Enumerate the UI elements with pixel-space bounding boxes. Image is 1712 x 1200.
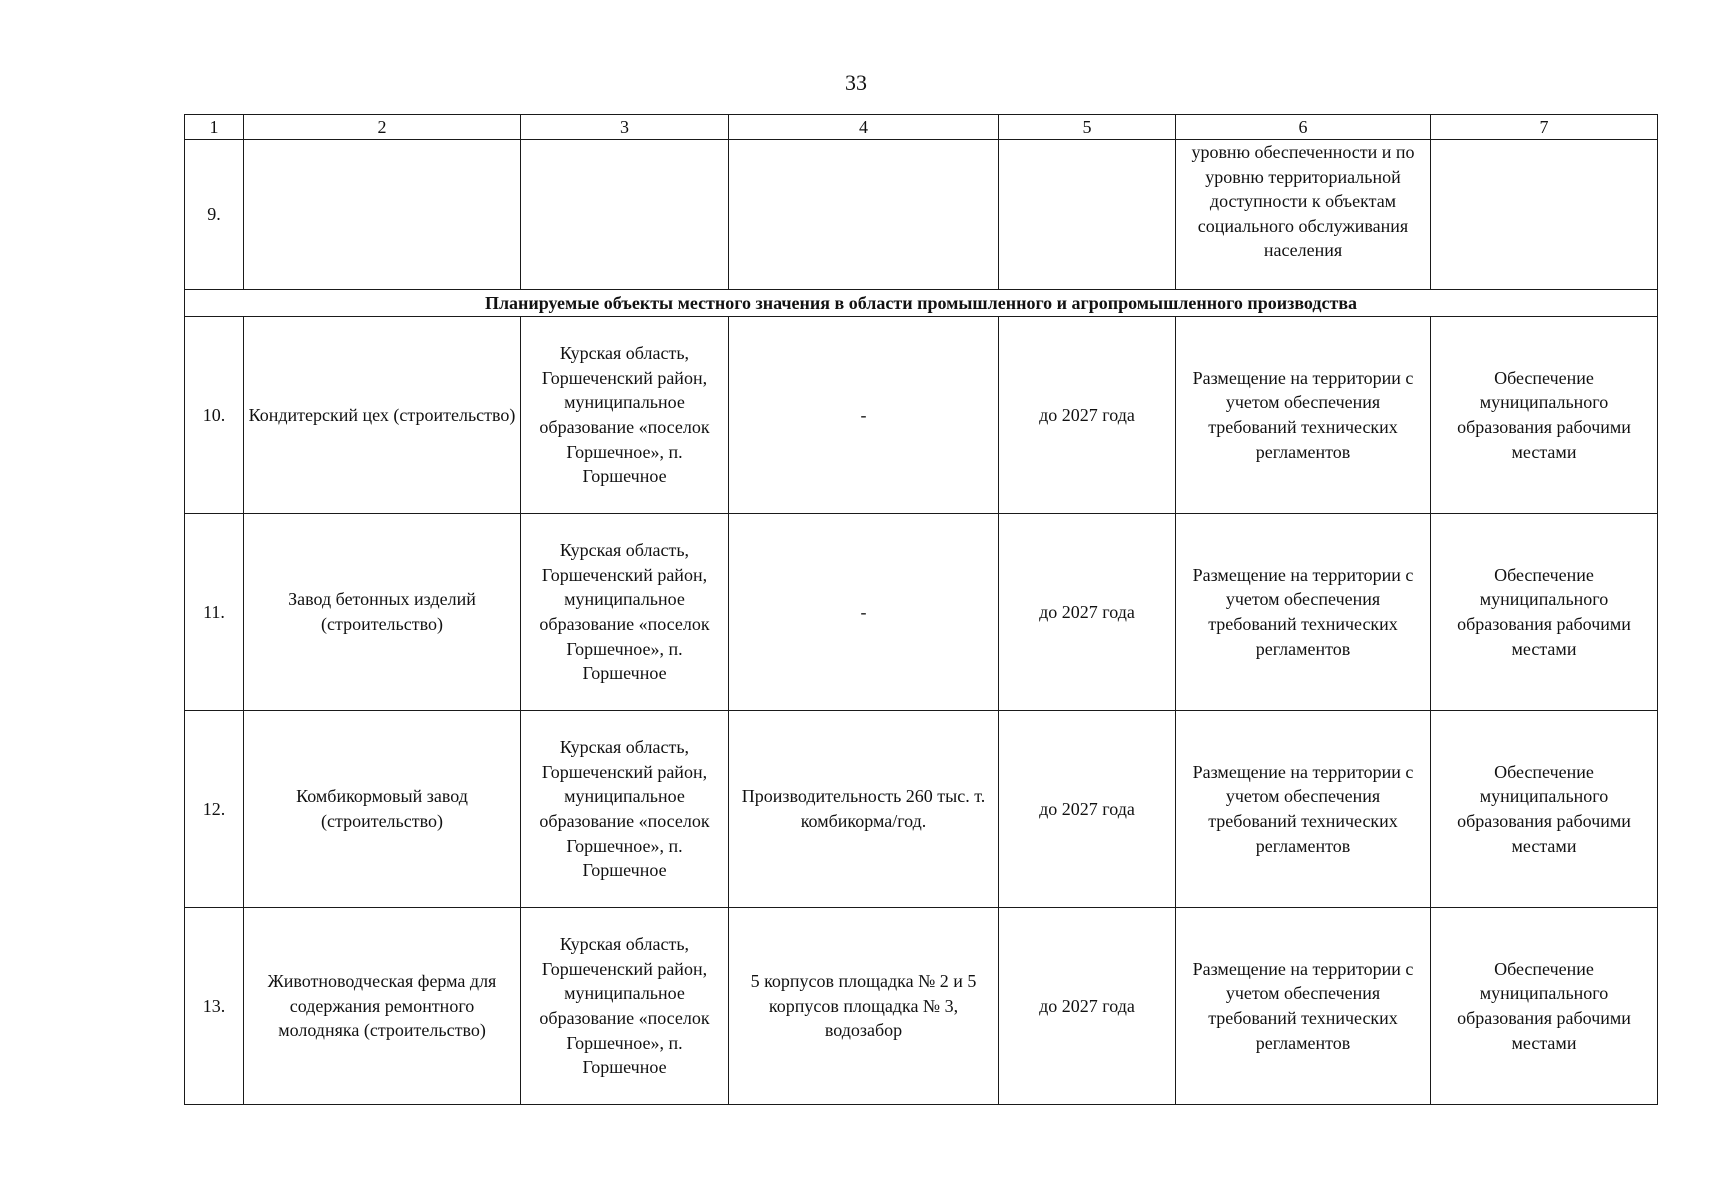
row-zones-cell: уровню обеспеченности и по уровню территориальной доступности к объектам социального обслуживания населения xyxy=(1176,140,1431,290)
column-number-3: 3 xyxy=(521,115,729,140)
page-number: 33 xyxy=(845,70,867,95)
object-location: Курская область, Горшеченский район, муниципальное образование «поселок Горшечное», п. Горшечное xyxy=(521,514,729,711)
object-purpose: Обеспечение муниципального образования рабочими местами xyxy=(1431,317,1658,514)
row-number: 12. xyxy=(185,711,244,908)
row-number: 11. xyxy=(185,514,244,711)
column-number-7: 7 xyxy=(1431,115,1658,140)
table-row xyxy=(185,514,1658,711)
object-characteristics: - xyxy=(729,514,999,711)
empty-cell xyxy=(729,140,999,290)
column-numbers-row xyxy=(185,115,1658,140)
object-characteristics: - xyxy=(729,317,999,514)
table-row xyxy=(185,711,1658,908)
object-zones: Размещение на территории с учетом обеспечения требований технических регламентов xyxy=(1176,317,1431,514)
column-number-5: 5 xyxy=(999,115,1176,140)
object-term: до 2027 года xyxy=(999,711,1176,908)
object-term: до 2027 года xyxy=(999,514,1176,711)
table-row xyxy=(185,140,1658,290)
column-number-1: 1 xyxy=(185,115,244,140)
object-purpose: Обеспечение муниципального образования рабочими местами xyxy=(1431,908,1658,1105)
object-location: Курская область, Горшеченский район, муниципальное образование «поселок Горшечное», п. Горшечное xyxy=(521,317,729,514)
column-number-6: 6 xyxy=(1176,115,1431,140)
section-title: Планируемые объекты местного значения в области промышленного и агропромышленного производства xyxy=(185,290,1658,317)
row-number: 9. xyxy=(185,140,244,290)
object-term: до 2027 года xyxy=(999,908,1176,1105)
section-heading-row xyxy=(185,290,1658,317)
object-name: Завод бетонных изделий (строительство) xyxy=(244,514,521,711)
object-location: Курская область, Горшеченский район, муниципальное образование «поселок Горшечное», п. Горшечное xyxy=(521,711,729,908)
object-name: Кондитерский цех (строительство) xyxy=(244,317,521,514)
row-number: 10. xyxy=(185,317,244,514)
empty-cell xyxy=(1431,140,1658,290)
column-number-4: 4 xyxy=(729,115,999,140)
table-row xyxy=(185,317,1658,514)
object-name: Комбикормовый завод (строительство) xyxy=(244,711,521,908)
empty-cell xyxy=(999,140,1176,290)
object-purpose: Обеспечение муниципального образования рабочими местами xyxy=(1431,711,1658,908)
object-zones: Размещение на территории с учетом обеспечения требований технических регламентов xyxy=(1176,514,1431,711)
object-location: Курская область, Горшеченский район, муниципальное образование «поселок Горшечное», п. Горшечное xyxy=(521,908,729,1105)
object-characteristics: Производительность 260 тыс. т. комбикорма/год. xyxy=(729,711,999,908)
row-number: 13. xyxy=(185,908,244,1105)
object-zones: Размещение на территории с учетом обеспечения требований технических регламентов xyxy=(1176,711,1431,908)
object-term: до 2027 года xyxy=(999,317,1176,514)
empty-cell xyxy=(521,140,729,290)
empty-cell xyxy=(244,140,521,290)
column-number-2: 2 xyxy=(244,115,521,140)
object-characteristics: 5 корпусов площадка № 2 и 5 корпусов площадка № 3, водозабор xyxy=(729,908,999,1105)
object-name: Животноводческая ферма для содержания ремонтного молодняка (строительство) xyxy=(244,908,521,1105)
object-purpose: Обеспечение муниципального образования рабочими местами xyxy=(1431,514,1658,711)
object-zones: Размещение на территории с учетом обеспечения требований технических регламентов xyxy=(1176,908,1431,1105)
objects-table xyxy=(184,114,1658,1105)
table-row xyxy=(185,908,1658,1105)
